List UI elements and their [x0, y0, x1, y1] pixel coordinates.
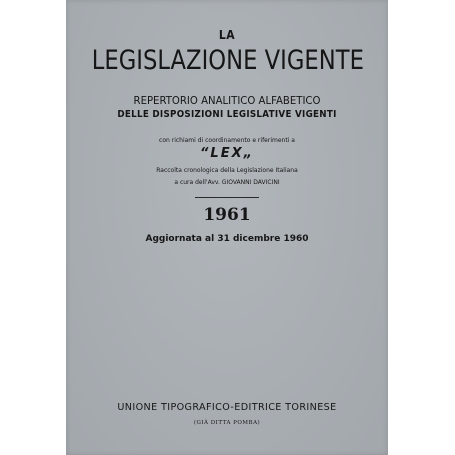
edition-year: 1961: [203, 205, 251, 225]
updated-date: Aggiornata al 31 dicembre 1960: [145, 234, 309, 244]
book-cover: [66, 0, 388, 455]
book-title: LEGISLAZIONE VIGENTE: [91, 45, 364, 76]
subtitle-line-2: DELLE DISPOSIZIONI LEGISLATIVE VIGENTI: [117, 109, 337, 120]
title-article: LA: [218, 28, 236, 42]
note-line-2: Raccolta cronologica della Legislazione Italiana: [156, 167, 298, 174]
note-line-1: con richiami di coordinamento e riferimenti a: [159, 137, 295, 144]
publisher-name: UNIONE TIPOGRAFICO-EDITRICE TORINESE: [117, 402, 337, 413]
subtitle-line-1: REPERTORIO ANALITICO ALFABETICO: [133, 94, 321, 107]
publisher-former-name: (GIÀ DITTA POMBA): [193, 420, 261, 426]
note-line-3: a cura dell'Avv. GIOVANNI DAVICINI: [174, 179, 280, 186]
lex-reference: “LEX„: [200, 146, 254, 161]
divider-rule: [195, 197, 259, 198]
